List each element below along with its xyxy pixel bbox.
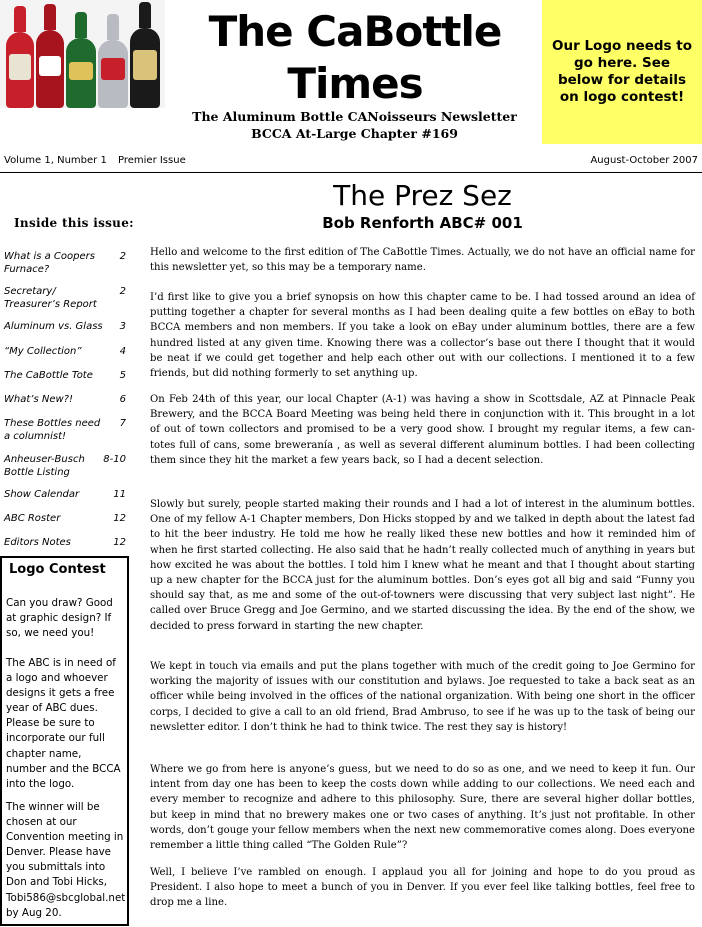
toc-item-title: Show Calendar (4, 489, 80, 500)
toc-item-page: 11 (113, 489, 126, 500)
volume-number: Volume 1, Number 1 (4, 155, 107, 166)
toc-item[interactable] (4, 345, 128, 358)
chapter-subtitle: BCCA At-Large Chapter #169 (251, 126, 458, 141)
toc-item[interactable] (4, 512, 128, 525)
toc-item-title: These Bottles need a columnist! (4, 418, 101, 442)
toc-item-page: 7 (119, 418, 126, 429)
article-paragraph: I’d first like to give you a brief synopsis on how this chapter came to be. I had tossed around an idea of putting together a chapter for several months as I had been dealing quite a few bottles on eBay to both BCCA members and non members. If you take a look on eBay under aluminum bottles, there are a few hundred listed at any given time. Knowing there was a collector’s base out there I thought that it would be neat if we could get together and help each other out with our collections. I mentioned it to a few friends, but did nothing formerly to set anything up. (150, 292, 695, 380)
toc-item[interactable] (4, 488, 128, 501)
logo-notice-text: Our Logo needs to go here. See below for details on logo contest! (552, 38, 693, 105)
contest-paragraph: The winner will be chosen at our Convention meeting in Denver. Please have you submittals into Don and Tobi Hicks, Tobi586@sbcglobal.net by Aug 20. (6, 801, 126, 919)
newsletter-title-line2: Times (287, 59, 423, 108)
toc-item-page: 12 (113, 513, 126, 524)
issue-edition: Premier Issue (118, 155, 186, 166)
article-paragraph: On Feb 24th of this year, our local Chapter (A-1) was having a show in Scottsdale, AZ at Pinnacle Peak Brewery, and the BCCA Board Meeting was being held there in conjunction with it. This brought in a lot of out of town collectors and promised to be a very good show. I brought my regular items, a few can-totes full of cans, some breweranía , as well as several different aluminum bottles. I had been collecting them since they hit the market a few years back, so I had a decent selection. (150, 394, 695, 466)
bottle-green (66, 38, 96, 108)
toc-item-page: 5 (119, 370, 126, 381)
bottle-silver (98, 40, 128, 108)
bottle-red-2 (36, 30, 64, 108)
article-paragraph: Slowly but surely, people started making their rounds and I had a lot of interest in the aluminum bottles. One of my fellow A-1 Chapter members, Don Hicks stopped by and we talked in depth about the latest fad to hit the beer industry. He told me how he really liked these new bottles and how it reminded him of when he first started collecting. He also said that he hadn’t really collected much of anything in years but how excited he was about the bottles. I told him I knew what he meant and that I thought about starting up a new chapter for the BCCA just for the aluminum bottles. Don’s eyes got all big and said “Funny you should say that, as me and some of the out-of-towners were discussing that very subject last night”. He called over Bruce Gregg and Joe Germino, and we started discussing the idea. By the end of the show, we decided to press forward in starting the new chapter. (150, 499, 695, 632)
toc-item-page: 8-10 (103, 454, 126, 465)
toc-item-page: 3 (119, 321, 126, 332)
newsletter-title-line1: The CaBottle (208, 7, 502, 56)
article-paragraph: Where we go from here is anyone’s guess, but we need to do so as one, and we need to keep it fun. Our intent from day one has been to keep the costs down while adding to our collections. We need each and every member to recognize and adhere to this philosophy. Sure, there are several higher dollar bottles, but keep in mind that no brewery makes one or two cases of anything. It’s just not profitable. In other words, don’t gouge your fellow members when the next new commemorative comes along. Does everyone remember a little thing called “The Golden Rule”? (150, 764, 695, 852)
article-paragraph: Hello and welcome to the first edition of The CaBottle Times. Actually, we do not have an official name for this newsletter yet, so this may be a temporary name. (150, 247, 695, 274)
toc-item-title: What is a Coopers Furnace? (4, 251, 95, 275)
article-headline: The Prez Sez (333, 179, 512, 212)
toc-item[interactable] (4, 285, 128, 311)
contest-paragraph: The ABC is in need of a logo and whoever designs it gets a free year of ABC dues. Please be sure to incorporate our full chapter name, number and the BCCA into the logo. (6, 657, 121, 790)
toc-item-title: Editors Notes (4, 537, 71, 548)
logo-contest-title: Logo Contest (9, 562, 106, 577)
toc-heading: Inside this issue: (14, 216, 134, 230)
logo-placeholder-box (542, 0, 702, 144)
toc-item-title: What’s New?! (4, 394, 73, 405)
article-paragraph: We kept in touch via emails and put the plans together with much of the credit going to Joe Germino for working the majority of issues with our constitution and bylaws. Joe requested to take a back seat as an officer while being involved in the offices of the national organization. With being one short in the officer corps, I decided to give a call to an old friend, Brad Ambruso, to see if he was up to the task of being our newsletter editor. I don’t think he had to think twice. The rest they say is history! (150, 661, 695, 733)
bottles-photo (0, 0, 165, 108)
issue-date: August-October 2007 (590, 155, 698, 166)
toc-item-page: 6 (119, 394, 126, 405)
toc-item[interactable] (4, 453, 128, 479)
toc-item-page: 12 (113, 537, 126, 548)
toc-item-page: 2 (119, 286, 126, 297)
toc-item-title: ABC Roster (4, 513, 61, 524)
toc-item-title: Secretary/ Treasurer’s Report (4, 286, 97, 310)
toc-item-title: “My Collection” (4, 346, 82, 357)
toc-item-title: Aluminum vs. Glass (4, 321, 103, 332)
toc-item[interactable] (4, 393, 128, 406)
toc-item[interactable] (4, 250, 128, 276)
article-byline: Bob Renforth ABC# 001 (322, 214, 523, 232)
newsletter-subtitle: The Aluminum Bottle CANoisseurs Newsletter (192, 109, 517, 124)
toc-item-page: 4 (119, 346, 126, 357)
toc-item[interactable] (4, 536, 128, 549)
bottle-black (130, 28, 160, 108)
toc-item-title: The CaBottle Tote (4, 370, 93, 381)
bottle-red (6, 32, 34, 108)
article-paragraph: Well, I believe I’ve rambled on enough. I applaud you all for joining and hope to do you proud as President. I also hope to meet a bunch of you in Denver. If you ever feel like talking bottles, feel free to drop me a line. (150, 867, 695, 909)
toc-item-page: 2 (119, 251, 126, 262)
toc-item[interactable] (4, 320, 128, 333)
toc-item[interactable] (4, 417, 128, 443)
header-divider (0, 172, 702, 173)
contest-paragraph: Can you draw? Good at graphic design? If so, we need you! (6, 597, 113, 640)
toc-item[interactable] (4, 369, 128, 382)
toc-item-title: Anheuser-Busch Bottle Listing (4, 454, 85, 478)
